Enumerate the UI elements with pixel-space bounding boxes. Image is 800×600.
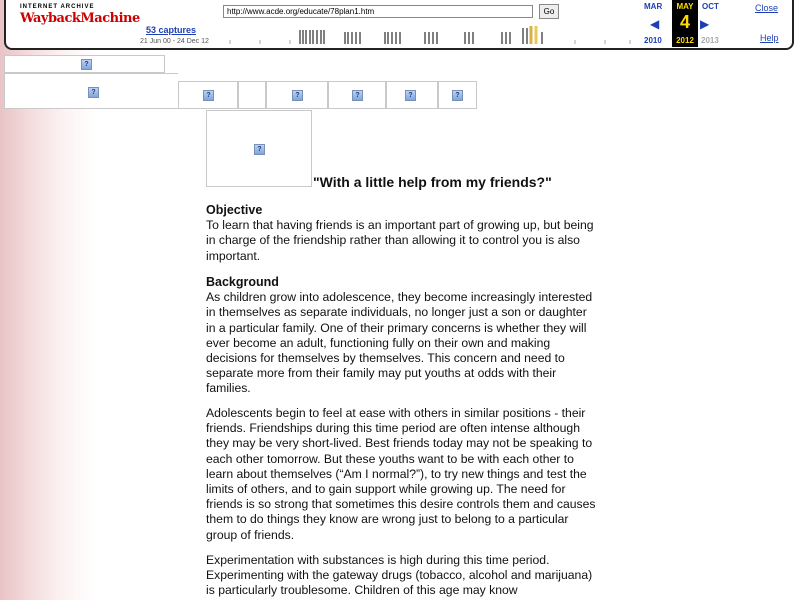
lesson-image-placeholder (206, 110, 312, 187)
wayback-toolbar (4, 0, 794, 50)
capture-date-range: 21 Jun 00 - 24 Dec 12 (140, 38, 209, 45)
body-paragraph: Experimentation with substances is high during this time period. Experimenting with the gateway drugs (tobacco, alcohol and marijuana) is particularly troublesome. Children of this age may know (206, 553, 593, 598)
next-month-link[interactable]: OCT (702, 2, 719, 11)
nav-image-cell[interactable] (266, 81, 328, 109)
broken-image-icon: ? (352, 90, 363, 101)
broken-image-icon: ? (292, 90, 303, 101)
capture-sparkline[interactable] (220, 24, 640, 44)
internet-archive-label: INTERNET ARCHIVE (20, 4, 95, 10)
nav-image-cell[interactable] (386, 81, 438, 109)
nav-image-cell[interactable] (238, 81, 266, 109)
background-text: As children grow into adolescence, they become increasingly interested in themselves as separate individuals, no longer just a son or daughter in a particular family. One of their primary concerns is whether they will ever become an adult, functioning fully on their own and making decisions for themselves by themselves. This concern and need to separate more from their family may put youths at odds with their families. (206, 290, 593, 396)
body-paragraph: Adolescents begin to feel at ease with others in similar positions - their friends. Friendships during this time period are often intense although they may be very short-lived. Best friends today may not be speaking to each other tomorrow. But these youths want to be with each other to learn about themselves (“Am I normal?”), to try new things and test the limits of others, and to gain support while growing up. The need for friends is so strong that sometimes this desire controls them and causes them to do things they know are wrong just to belong to a particular group of friends. (206, 406, 596, 542)
current-month: MAY (676, 2, 694, 11)
broken-image-icon: ? (203, 90, 214, 101)
objective-section (206, 203, 598, 264)
nav-image-cell[interactable] (438, 81, 477, 109)
broken-image-icon: ? (452, 90, 463, 101)
current-day: 4 (679, 12, 690, 32)
objective-heading: Objective (206, 203, 263, 217)
current-year: 2012 (676, 36, 694, 45)
broken-image-icon: ? (405, 90, 416, 101)
url-input[interactable] (223, 5, 533, 18)
prev-capture-arrow-icon[interactable]: ◀ (650, 17, 660, 31)
current-capture-date (672, 0, 698, 47)
prev-year-link[interactable]: 2010 (644, 36, 662, 45)
wayback-machine-label: WaybackMachine (20, 11, 140, 26)
broken-image-icon: ? (254, 144, 265, 155)
wayback-logo[interactable] (20, 4, 140, 40)
nav-image-cell[interactable] (4, 55, 165, 73)
background-section (206, 275, 598, 397)
prev-month-link[interactable]: MAR (644, 2, 663, 11)
next-year-label: 2013 (701, 36, 719, 45)
objective-text: To learn that having friends is an important part of growing up, but being in charge of the friendship rather than allowing it to control you is also important. (206, 218, 594, 263)
background-heading: Background (206, 275, 279, 289)
nav-image-cell[interactable] (4, 73, 178, 109)
nav-image-cell[interactable] (178, 81, 238, 109)
nav-image-cell[interactable] (328, 81, 386, 109)
captures-link[interactable]: 53 captures (146, 25, 197, 35)
close-link[interactable]: Close (755, 3, 779, 13)
next-capture-arrow-icon[interactable]: ▶ (700, 17, 710, 31)
help-link[interactable]: Help (760, 33, 779, 43)
go-button[interactable]: Go (539, 4, 559, 19)
broken-image-icon: ? (81, 59, 92, 70)
page-title: "With a little help from my friends?" (313, 174, 552, 190)
broken-image-icon: ? (88, 87, 99, 98)
